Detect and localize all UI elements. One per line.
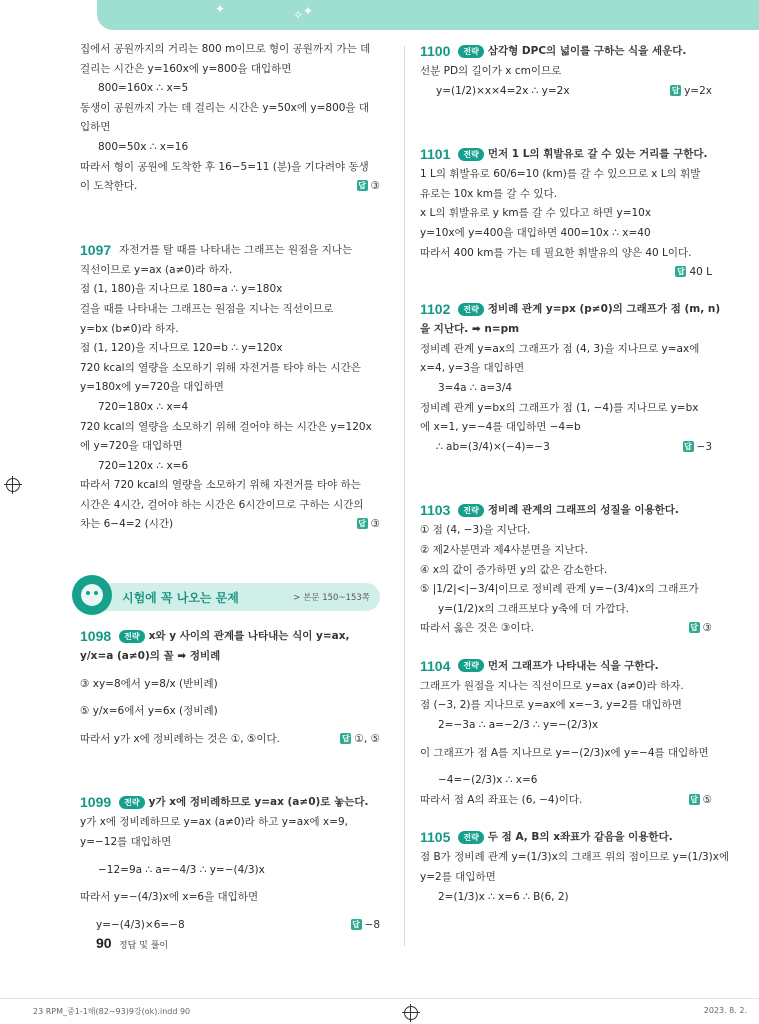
strategy-badge: 전략 (458, 45, 483, 58)
page-number: 90 (96, 935, 112, 951)
text-line: 시간은 4시간, 걸어야 하는 시간은 6시간이므로 구하는 시간의 (80, 498, 364, 511)
text-line: 걸을 때를 나타내는 그래프는 원점을 지나는 직선이므로 (80, 302, 334, 315)
text-line: y=10x에 y=400을 대입하면 400=10x ∴ x=40 (420, 226, 651, 239)
strategy-badge: 전략 (458, 148, 483, 161)
answer-value: ①, ⑤ (354, 732, 380, 745)
strategy-badge: 전략 (458, 831, 483, 844)
answer-mark-icon: 답 (358, 519, 366, 529)
answer-value: ③ (370, 180, 380, 193)
text-line (80, 730, 380, 750)
equation-line: 2=−3a ∴ a=−2/3 ∴ y=−(2/3)x (438, 719, 599, 732)
text-line-content: y=(1/2)×x×4=2x ∴ y=2x (436, 84, 570, 97)
text-line: 정비례 관계 y=ax의 그래프가 점 (4, 3)을 지나므로 y=ax에 (420, 342, 700, 355)
banner-title: 시험에 꼭 나오는 문제 (122, 590, 239, 605)
text-line: 걸리는 시간은 y=160x에 y=800을 대입하면 (80, 62, 292, 75)
strategy-badge: 전략 (119, 796, 144, 809)
text-line: y=180x에 y=720을 대입하면 (80, 381, 224, 394)
strategy-text: 정비례 관계 y=px (p≠0)의 그래프가 점 (m, n) (487, 303, 721, 316)
strategy-text: y가 x에 정비례하므로 y=ax (a≠0)로 놓는다. (148, 796, 369, 809)
equation-line (420, 438, 712, 458)
text-line-content: 차는 6−4=2 (시간) (80, 518, 174, 531)
strategy-badge: 전략 (458, 504, 483, 517)
answer-mark-icon: 답 (352, 919, 360, 929)
text-line: 선분 PD의 길이가 x cm이므로 (420, 65, 562, 77)
text-line: y가 x에 정비례하므로 y=ax (a≠0)라 하고 y=ax에 x=9, (80, 816, 348, 829)
strategy-text: 먼저 그래프가 나타내는 식을 구한다. (487, 659, 659, 672)
problem-number: 1098 (80, 628, 112, 645)
text-line (420, 791, 712, 811)
text-line: 유로는 10x km를 갈 수 있다. (420, 187, 558, 200)
text-line-content: 따라서 옳은 것은 ③이다. (420, 622, 535, 635)
strategy-badge: 전략 (458, 659, 483, 672)
registration-mark-icon (6, 478, 20, 492)
answer (340, 730, 380, 750)
problem-1104 (420, 655, 712, 811)
problem-1099 (80, 791, 380, 935)
problem-1100 (420, 40, 712, 101)
left-column (80, 40, 380, 935)
answer (689, 791, 712, 811)
text-line-content: 따라서 점 A의 좌표는 (6, −4)이다. (420, 793, 583, 806)
footer-rule (0, 998, 759, 999)
strategy-text: 먼저 1 L의 휘발유로 갈 수 있는 거리를 구한다. (487, 148, 708, 161)
strategy-text: 삼각형 DPC의 넓이를 구하는 식을 세운다. (487, 45, 687, 57)
text-line: 동생이 공원까지 가는 데 걸리는 시간은 y=50x에 y=800을 대 (80, 101, 370, 114)
text-line-content: y=−(4/3)×6=−8 (96, 918, 185, 931)
mascot-icon (72, 575, 112, 615)
print-date: 2023. 8. 2. (703, 1006, 747, 1015)
section-banner (80, 583, 380, 611)
equation-line: 3=4a ∴ a=3/4 (438, 381, 513, 394)
answer-value: ③ (370, 518, 380, 531)
text-line: y=−12를 대입하면 (80, 836, 172, 849)
equation-line: 2=(1/3)x ∴ x=6 ∴ B(6, 2) (438, 890, 569, 903)
intro-solution (80, 40, 380, 197)
answer-value: −3 (696, 440, 712, 453)
text-line: x L의 휘발유로 y km를 갈 수 있다고 하면 y=10x (420, 207, 652, 220)
problem-number: 1105 (420, 829, 451, 846)
text-line: 따라서 형이 공원에 도착한 후 16−5=11 (분)을 기다려야 동생 (80, 160, 369, 173)
problem-number: 1103 (420, 502, 451, 519)
text-line: y=2를 대입하면 (420, 871, 496, 884)
text-line-content: 이 도착한다. (80, 180, 138, 193)
text-line: 따라서 720 kcal의 열량을 소모하기 위해 자전거를 타야 하는 (80, 479, 361, 492)
problem-1105 (420, 826, 730, 907)
answer (420, 263, 712, 282)
problem-1102 (420, 298, 721, 457)
text-line: 720 kcal의 열량을 소모하기 위해 자전거를 타야 하는 시간은 (80, 361, 361, 374)
equation-line: −12=9a ∴ a=−4/3 ∴ y=−(4/3)x (98, 863, 265, 876)
star-icon: ✧ (293, 8, 304, 22)
choice-line: ⑤ y/x=6에서 y=6x (정비례) (80, 705, 218, 718)
text-line (80, 515, 380, 535)
page-footer (96, 935, 168, 951)
strategy-text: y/x=a (a≠0)의 꼴 ➡ 정비례 (80, 650, 221, 663)
problem-1103 (420, 499, 712, 639)
choice-line: ⑤ |1/2|<|−3/4|이므로 정비례 관계 y=−(3/4)x의 그래프가 (420, 583, 699, 596)
strategy-text: 두 점 A, B의 x좌표가 같음을 이용한다. (487, 831, 673, 844)
strategy-badge: 전략 (458, 303, 483, 316)
text-line: 점 B가 정비례 관계 y=(1/3)x의 그래프 위의 점이므로 y=(1/3)x에 (420, 851, 730, 864)
answer-value: −8 (364, 918, 380, 931)
text-line: 입하면 (80, 121, 111, 134)
equation-line: 800=160x ∴ x=5 (98, 82, 189, 95)
answer (351, 916, 380, 936)
text-line (420, 619, 712, 639)
text-line-content: ∴ ab=(3/4)×(−4)=−3 (436, 440, 550, 453)
text-line-content: 따라서 y가 x에 정비례하는 것은 ①, ⑤이다. (80, 732, 280, 745)
answer (689, 619, 712, 639)
problem-1098 (80, 625, 380, 749)
problem-number: 1097 (80, 241, 112, 258)
text-line: y=(1/2)x의 그래프보다 y축에 더 가깝다. (438, 602, 629, 615)
answer-mark-icon: 답 (677, 267, 685, 277)
problem-number: 1101 (420, 146, 451, 163)
text-line: 따라서 y=−(4/3)x에 x=6을 대입하면 (80, 891, 259, 904)
text-line: 자전거를 탈 때를 나타내는 그래프는 원점을 지나는 (119, 243, 353, 256)
answer-mark-icon: 답 (342, 733, 350, 743)
problem-number: 1102 (420, 301, 451, 318)
answer-mark-icon: 답 (358, 181, 366, 191)
problem-number: 1099 (80, 794, 112, 811)
text-line: 집에서 공원까지의 거리는 800 m이므로 형이 공원까지 가는 데 (80, 43, 371, 55)
equation-line: −4=−(2/3)x ∴ x=6 (438, 774, 538, 787)
problem-1101 (420, 143, 712, 282)
file-name: 23 RPM_중1-1해(82~93)9강(ok).indd 90 (33, 1007, 191, 1016)
answer-mark-icon: 답 (690, 623, 698, 633)
choice-line: ① 점 (4, −3)을 지난다. (420, 524, 531, 537)
answer (357, 177, 380, 197)
choice-line: ④ x의 값이 증가하면 y의 값은 감소한다. (420, 563, 608, 576)
header-band (97, 0, 759, 30)
answer (670, 82, 712, 102)
problem-1097 (80, 239, 380, 535)
text-line: x=4, y=3을 대입하면 (420, 362, 525, 375)
text-line: 직선이므로 y=ax (a≠0)라 하자. (80, 263, 233, 276)
choice-line: ③ xy=8에서 y=8/x (반비례) (80, 677, 218, 690)
text-line: 이 그래프가 점 A를 지나므로 y=−(2/3)x에 y=−4를 대입하면 (420, 746, 709, 759)
answer-value: 40 L (689, 266, 712, 279)
answer-value: ⑤ (702, 793, 712, 806)
right-column (420, 40, 730, 907)
answer (683, 438, 712, 458)
text-line: 에 y=720을 대입하면 (80, 440, 183, 453)
column-divider (404, 46, 405, 946)
choice-line: ② 제2사분면과 제4사분면을 지난다. (420, 543, 588, 556)
answer-mark-icon: 답 (671, 85, 680, 95)
page-label: 정답 및 풀이 (118, 941, 169, 951)
equation-line (420, 82, 712, 102)
text-line: 정비례 관계 y=bx의 그래프가 점 (1, −4)를 지나므로 y=bx (420, 401, 699, 414)
text-line: 점 (−3, 2)를 지나므로 y=ax에 x=−3, y=2를 대입하면 (420, 699, 682, 712)
text-line: 따라서 400 km를 가는 데 필요한 휘발유의 양은 40 L이다. (420, 246, 692, 259)
text-line: 에 x=1, y=−4를 대입하면 −4=b (420, 421, 581, 434)
problem-number: 1100 (420, 43, 451, 59)
equation-line: 800=50x ∴ x=16 (98, 140, 189, 153)
registration-mark-icon (404, 1006, 418, 1020)
page-reference: > 본문 150~153쪽 (293, 593, 370, 604)
answer-value: ③ (702, 622, 712, 635)
star-icon: ✦ (303, 4, 314, 18)
equation-line (80, 916, 380, 936)
text-line: y=bx (b≠0)라 하자. (80, 322, 179, 335)
text-line: 1 L의 휘발유로 60/6=10 (km)를 갈 수 있으므로 x L의 휘발 (420, 168, 701, 181)
star-icon: ✦ (215, 2, 226, 16)
answer-mark-icon: 답 (684, 441, 692, 451)
text-line (80, 177, 380, 197)
problem-number: 1104 (420, 657, 451, 674)
equation-line: 720=180x ∴ x=4 (98, 400, 189, 413)
strategy-text: 을 지난다. ➡ n=pm (420, 323, 520, 336)
answer-value: y=2x (684, 84, 712, 97)
equation-line: 720=120x ∴ x=6 (98, 459, 189, 472)
answer (357, 515, 380, 535)
strategy-text: 정비례 관계의 그래프의 성질을 이용한다. (487, 504, 679, 517)
strategy-badge: 전략 (119, 630, 144, 643)
text-line: 그래프가 원점을 지나는 직선이므로 y=ax (a≠0)라 하자. (420, 679, 684, 692)
answer-mark-icon: 답 (690, 794, 698, 804)
strategy-text: x와 y 사이의 관계를 나타내는 식이 y=ax, (148, 630, 350, 643)
text-line: 720 kcal의 열량을 소모하기 위해 걸어야 하는 시간은 y=120x (80, 420, 372, 433)
text-line: 점 (1, 120)을 지나므로 120=b ∴ y=120x (80, 342, 283, 355)
text-line: 점 (1, 180)을 지나므로 180=a ∴ y=180x (80, 283, 283, 296)
